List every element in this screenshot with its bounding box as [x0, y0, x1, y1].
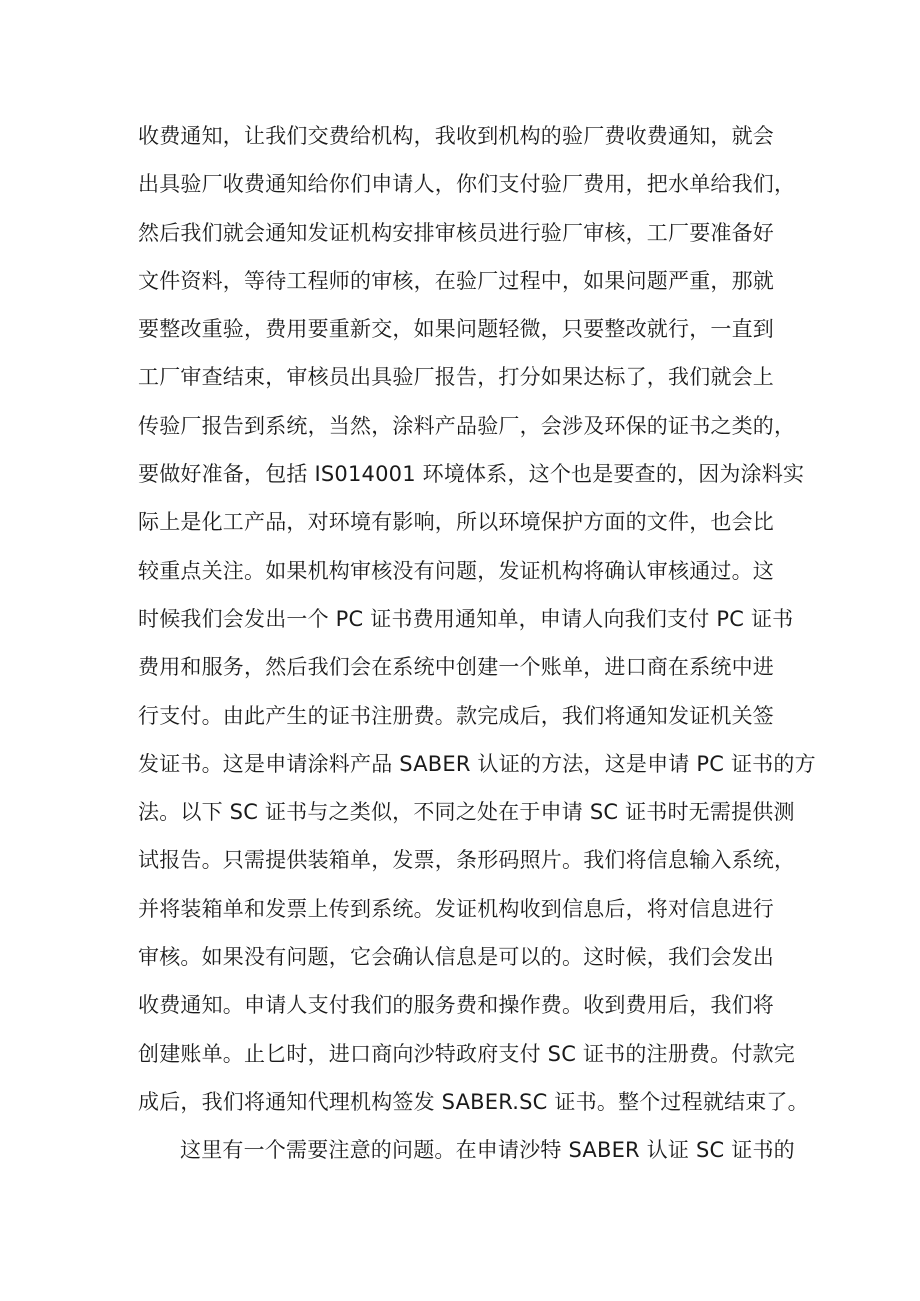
text-line: 审核。如果没有问题，它会确认信息是可以的。这时候，我们会发出	[138, 945, 774, 970]
text-line: 时候我们会发出一个 PC 证书费用通知单，申请人向我们支付 PC 证书	[138, 606, 794, 631]
text-line: 际上是化工产品，对环境有影响，所以环境保护方面的文件，也会比	[138, 510, 774, 535]
text-line: 创建账单。止匕时，进口商向沙特政府支付 SC 证书的注册费。付款完	[138, 1041, 795, 1066]
text-line: 试报告。只需提供装箱单，发票，条形码照片。我们将信息输入系统，	[138, 848, 796, 873]
text-line: 工厂审查结束，审核员出具验厂报告，打分如果达标了，我们就会上	[138, 365, 774, 390]
text-line: 要做好准备，包括 IS014001 环境体系，这个也是要查的，因为涂料实	[138, 462, 805, 487]
text-line: 较重点关注。如果机构审核没有问题，发证机构将确认审核通过。这	[138, 558, 774, 583]
text-line: 行支付。由此产生的证书注册费。款完成后，我们将通知发证机关签	[138, 703, 774, 728]
text-line: 收费通知。申请人支付我们的服务费和操作费。收到费用后，我们将	[138, 993, 774, 1018]
text-line: 成后，我们将通知代理机构签发 SABER.SC 证书。整个过程就结束了。	[138, 1089, 809, 1114]
body-text	[138, 112, 816, 1175]
text-line: 传验厂报告到系统，当然，涂料产品验厂，会涉及环保的证书之类的，	[138, 413, 796, 438]
text-line: 费用和服务，然后我们会在系统中创建一个账单，进口商在系统中进	[138, 655, 774, 680]
text-line: 然后我们就会通知发证机构安排审核员进行验厂审核，工厂要准备好	[138, 220, 774, 245]
text-line: 并将装箱单和发票上传到系统。发证机构收到信息后，将对信息进行	[138, 896, 774, 921]
text-line: 这里有一个需要注意的问题。在申请沙特 SABER 认证 SC 证书的	[180, 1138, 795, 1163]
text-line: 文件资料，等待工程师的审核，在验厂过程中，如果问题严重，那就	[138, 268, 774, 293]
text-line: 收费通知，让我们交费给机构，我收到机构的验厂费收费通知，就会	[138, 124, 774, 148]
text-line: 发证书。这是申请涂料产品 SABER 认证的方法，这是申请 PC 证书的方	[138, 751, 816, 776]
text-line: 法。以下 SC 证书与之类似，不同之处在于申请 SC 证书时无需提供测	[138, 800, 795, 825]
text-line: 要整改重验，费用要重新交，如果问题轻微，只要整改就行，一直到	[138, 317, 774, 342]
text-line: 出具验厂收费通知给你们申请人，你们支付验厂费用，把水单给我们，	[138, 172, 796, 197]
